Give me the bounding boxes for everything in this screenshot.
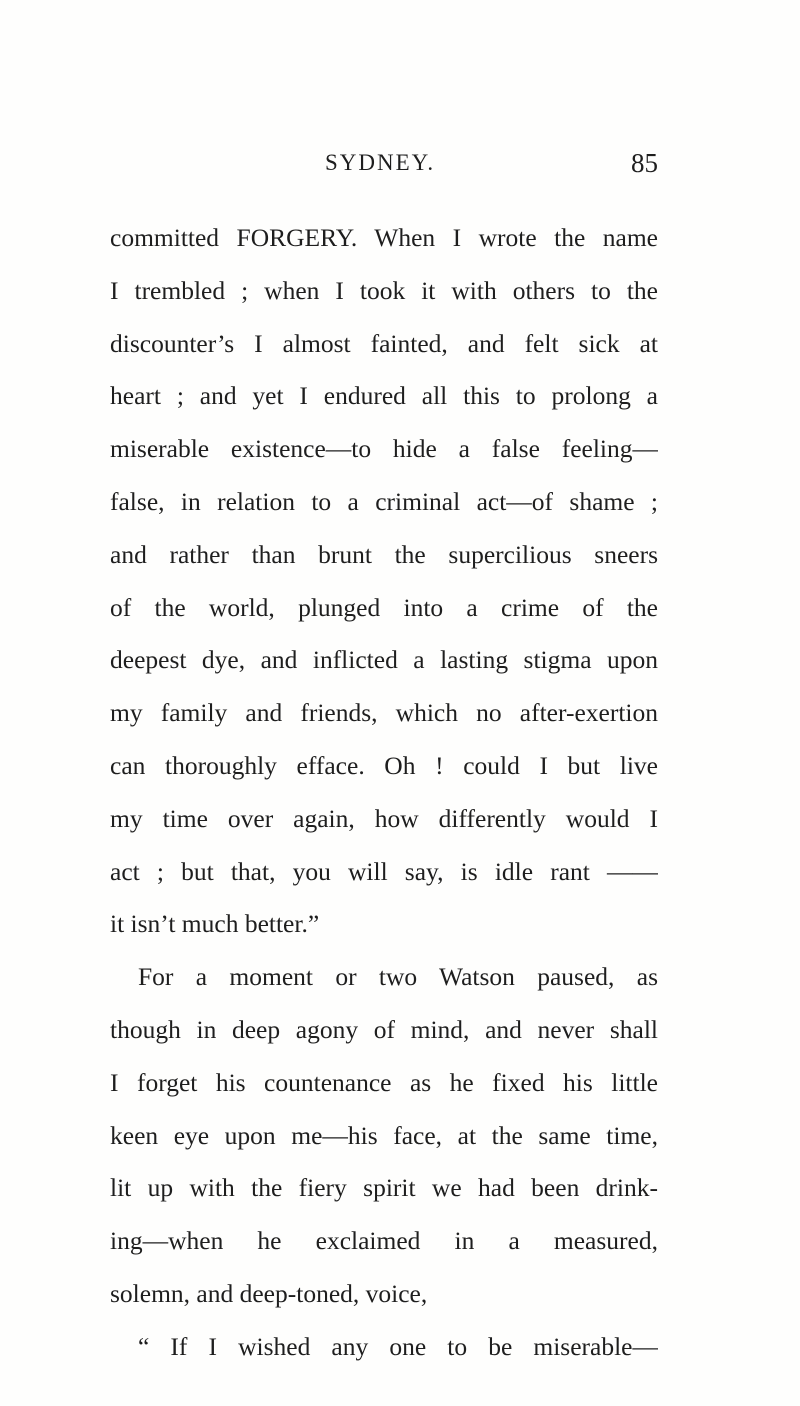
text-line: of the world, plunged into a crime of the bbox=[110, 592, 658, 622]
text-line: ing—when he exclaimed in a measured, bbox=[110, 1226, 658, 1256]
text-line: miserable existence—to hide a false feeling— bbox=[110, 434, 658, 464]
text-line: though in deep agony of mind, and never shall bbox=[110, 1014, 658, 1044]
page-header bbox=[0, 150, 800, 190]
text-line: my family and friends, which no after-exertion bbox=[110, 698, 658, 728]
text-line: heart ; and yet I endured all this to prolong a bbox=[110, 381, 658, 411]
text-line: discounter’s I almost fainted, and felt sick at bbox=[110, 328, 658, 358]
running-head: SYDNEY. bbox=[325, 150, 436, 175]
text-line: lit up with the fiery spirit we had been drink- bbox=[110, 1173, 658, 1203]
text-line: I forget his countenance as he fixed his little bbox=[110, 1067, 658, 1097]
text-line: false, in relation to a criminal act—of shame ; bbox=[110, 486, 658, 516]
text-line: it isn’t much better.” bbox=[110, 909, 320, 939]
text-line: can thoroughly efface. Oh ! could I but live bbox=[110, 750, 658, 780]
page-number: 85 bbox=[631, 148, 658, 178]
text-line: act ; but that, you will say, is idle rant —— bbox=[110, 856, 658, 886]
text-line: deepest dye, and inflicted a lasting stigma upon bbox=[110, 645, 658, 675]
text-line: For a moment or two Watson paused, as bbox=[138, 962, 658, 992]
text-line: I trembled ; when I took it with others to the bbox=[110, 275, 658, 305]
text-line: my time over again, how differently would I bbox=[110, 803, 658, 833]
text-line: committed FORGERY. When I wrote the name bbox=[110, 223, 658, 252]
body-text bbox=[110, 212, 658, 1374]
text-line: “ If I wished any one to be miserable— bbox=[138, 1331, 658, 1361]
text-line: solemn, and deep-toned, voice, bbox=[110, 1278, 428, 1308]
text-line: keen eye upon me—his face, at the same time, bbox=[110, 1120, 658, 1150]
text-line: and rather than brunt the supercilious sneers bbox=[110, 539, 658, 569]
